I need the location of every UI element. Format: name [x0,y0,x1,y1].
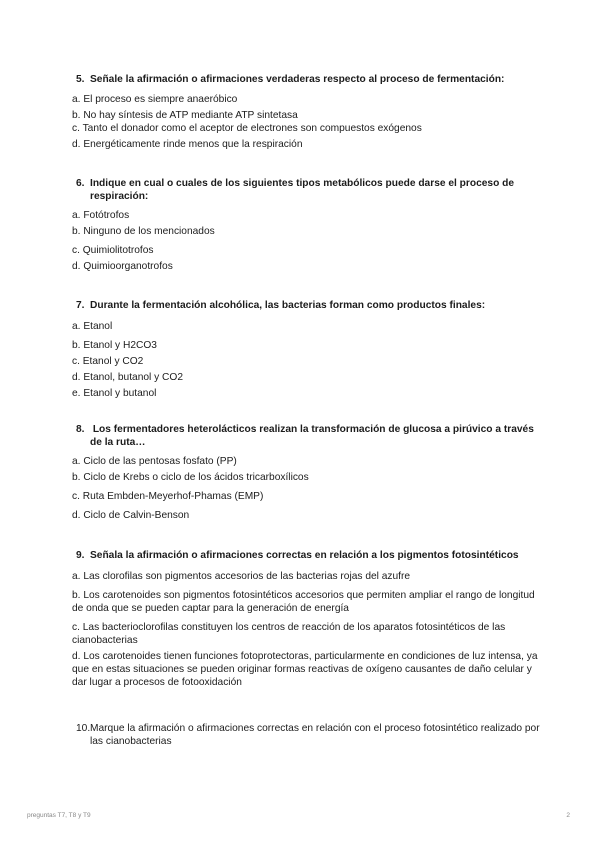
question-number: 6. [76,178,85,189]
question-number: 10. [76,723,91,734]
question-title: 5. Señale la afirmación o afirmaciones verdaderas respecto al proceso de fermentación: [76,74,505,85]
option-a: a. El proceso es siempre anaeróbico [72,94,238,105]
option-d: d. Quimioorganotrofos [72,261,173,272]
question-number: 7. [76,300,85,311]
question-5 [72,73,542,151]
question-8 [72,423,542,522]
footer-document-name: preguntas T7, T8 y T9 [27,812,91,819]
option-b: b. Ninguno de los mencionados [72,226,215,237]
option-b: b. No hay síntesis de ATP mediante ATP sintetasa [72,110,298,121]
question-title: 10.Marque la afirmación o afirmaciones correctas en relación con el proceso fotosintético realizado por las cianobacterias [76,723,540,747]
option-c: c. Tanto el donador como el aceptor de electrones son compuestos exógenos [72,123,422,134]
option-c: c. Quimiolitotrofos [72,245,154,256]
footer-page-number: 2 [566,812,570,819]
question-title: 9. Señala la afirmación o afirmaciones correctas en relación a los pigmentos fotosintéticos [76,550,519,561]
option-d: d. Etanol, butanol y CO2 [72,372,183,383]
question-number: 9. [76,550,85,561]
option-d: d. Ciclo de Calvin-Benson [72,510,190,521]
question-number: 8. [76,424,85,435]
option-b: b. Los carotenoides son pigmentos fotosintéticos accesorios que permiten ampliar el rango de longitud de onda que se pueden captar para la generación de energía [72,590,535,614]
question-9 [72,549,542,689]
option-c: c. Las bacterioclorofilas constituyen los centros de reacción de los aparatos fotosintéticos de las cianobacterias [72,622,506,646]
option-c: c. Etanol y CO2 [72,356,144,367]
option-c: c. Ruta Embden-Meyerhof-Phamas (EMP) [72,491,264,502]
question-7 [72,299,542,400]
option-e: e. Etanol y butanol [72,388,157,399]
question-6 [72,177,542,273]
option-a: a. Fotótrofos [72,210,130,221]
option-d: d. Energéticamente rinde menos que la respiración [72,139,303,150]
option-b: b. Ciclo de Krebs o ciclo de los ácidos tricarboxílicos [72,472,309,483]
option-a: a. Las clorofilas son pigmentos accesorios de las bacterias rojas del azufre [72,571,411,582]
option-a: a. Etanol [72,321,113,332]
question-title: 7. Durante la fermentación alcohólica, las bacterias forman como productos finales: [76,300,486,311]
question-number: 5. [76,74,85,85]
option-d: d. Los carotenoides tienen funciones fotoprotectoras, particularmente en condiciones de luz intensa, ya que en estas situaciones se pueden originar formas reactivas de oxígeno causantes de daño celular y dar lugar a procesos de fotooxidación [72,651,538,688]
question-title: 8. Los fermentadores heterolácticos realizan la transformación de glucosa a pirúvico a través de la ruta… [76,424,534,448]
question-title: 6. Indique en cual o cuales de los siguientes tipos metabólicos puede darse el proceso de respiración: [76,178,515,202]
option-b: b. Etanol y H2CO3 [72,340,157,351]
option-a: a. Ciclo de las pentosas fosfato (PP) [72,456,237,467]
question-10 [72,722,542,748]
